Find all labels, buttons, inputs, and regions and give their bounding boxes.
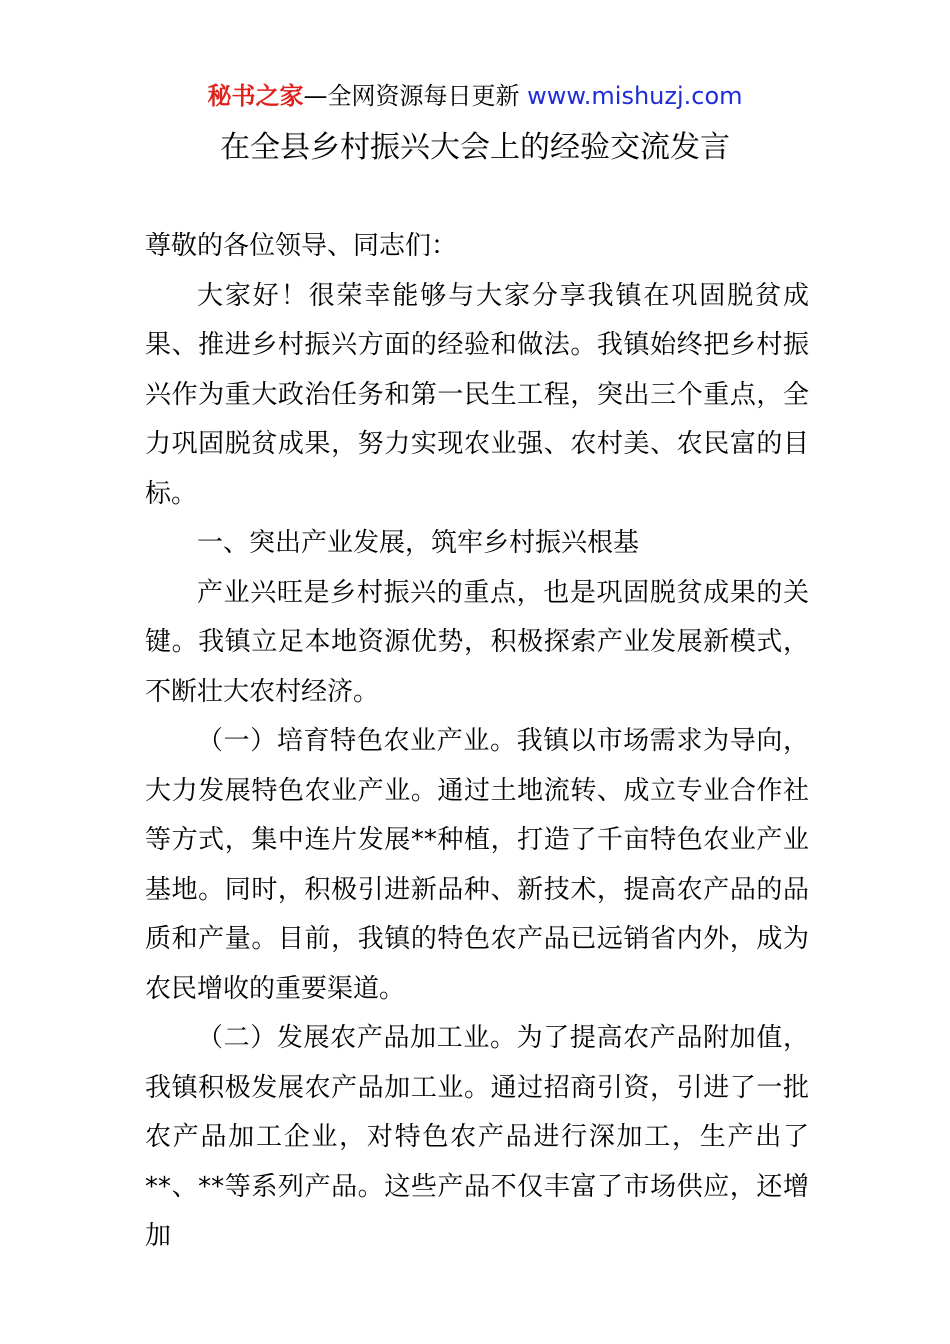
paragraph-opening: 大家好！很荣幸能够与大家分享我镇在巩固脱贫成果、推进乡村振兴方面的经验和做法。我镇始终把乡村振兴作为重大政治任务和第一民生工程，突出三个重点，全力巩固脱贫成果，努力实现农业强、农村美、农民富的目标。 <box>145 280 809 509</box>
paragraph-industry: 产业兴旺是乡村振兴的重点，也是巩固脱贫成果的关键。我镇立足本地资源优势，积极探索产业发展新模式，不断壮大农村经济。 <box>145 577 809 707</box>
salutation: 尊敬的各位领导、同志们： <box>145 231 458 261</box>
paragraph-subsection-1: （一）培育特色农业产业。我镇以市场需求为导向，大力发展特色农业产业。通过土地流转、成立专业合作社等方式，集中连片发展**种植，打造了千亩特色农业产业基地。同时，积极引进新品种、新技术，提高农产品的品质和产量。目前，我镇的特色农产品已远销省内外，成为农民增收的重要渠道。 <box>145 726 809 1004</box>
site-tagline: —全网资源每日更新 <box>303 82 528 110</box>
section-heading-1: 一、突出产业发展，筑牢乡村振兴根基 <box>197 528 640 558</box>
site-header <box>0 79 950 113</box>
paragraph-subsection-2: （二）发展农产品加工业。为了提高农产品附加值，我镇积极发展农产品加工业。通过招商引资，引进了一批农产品加工企业，对特色农产品进行深加工，生产出了**、**等系列产品。这些产品不仅丰富了市场供应，还增加 <box>145 1023 809 1251</box>
site-url-link[interactable]: www.mishuzj.com <box>527 82 743 110</box>
document-title: 在全县乡村振兴大会上的经验交流发言 <box>220 130 730 165</box>
site-name: 秘书之家 <box>207 82 304 110</box>
document-body <box>145 222 809 1262</box>
